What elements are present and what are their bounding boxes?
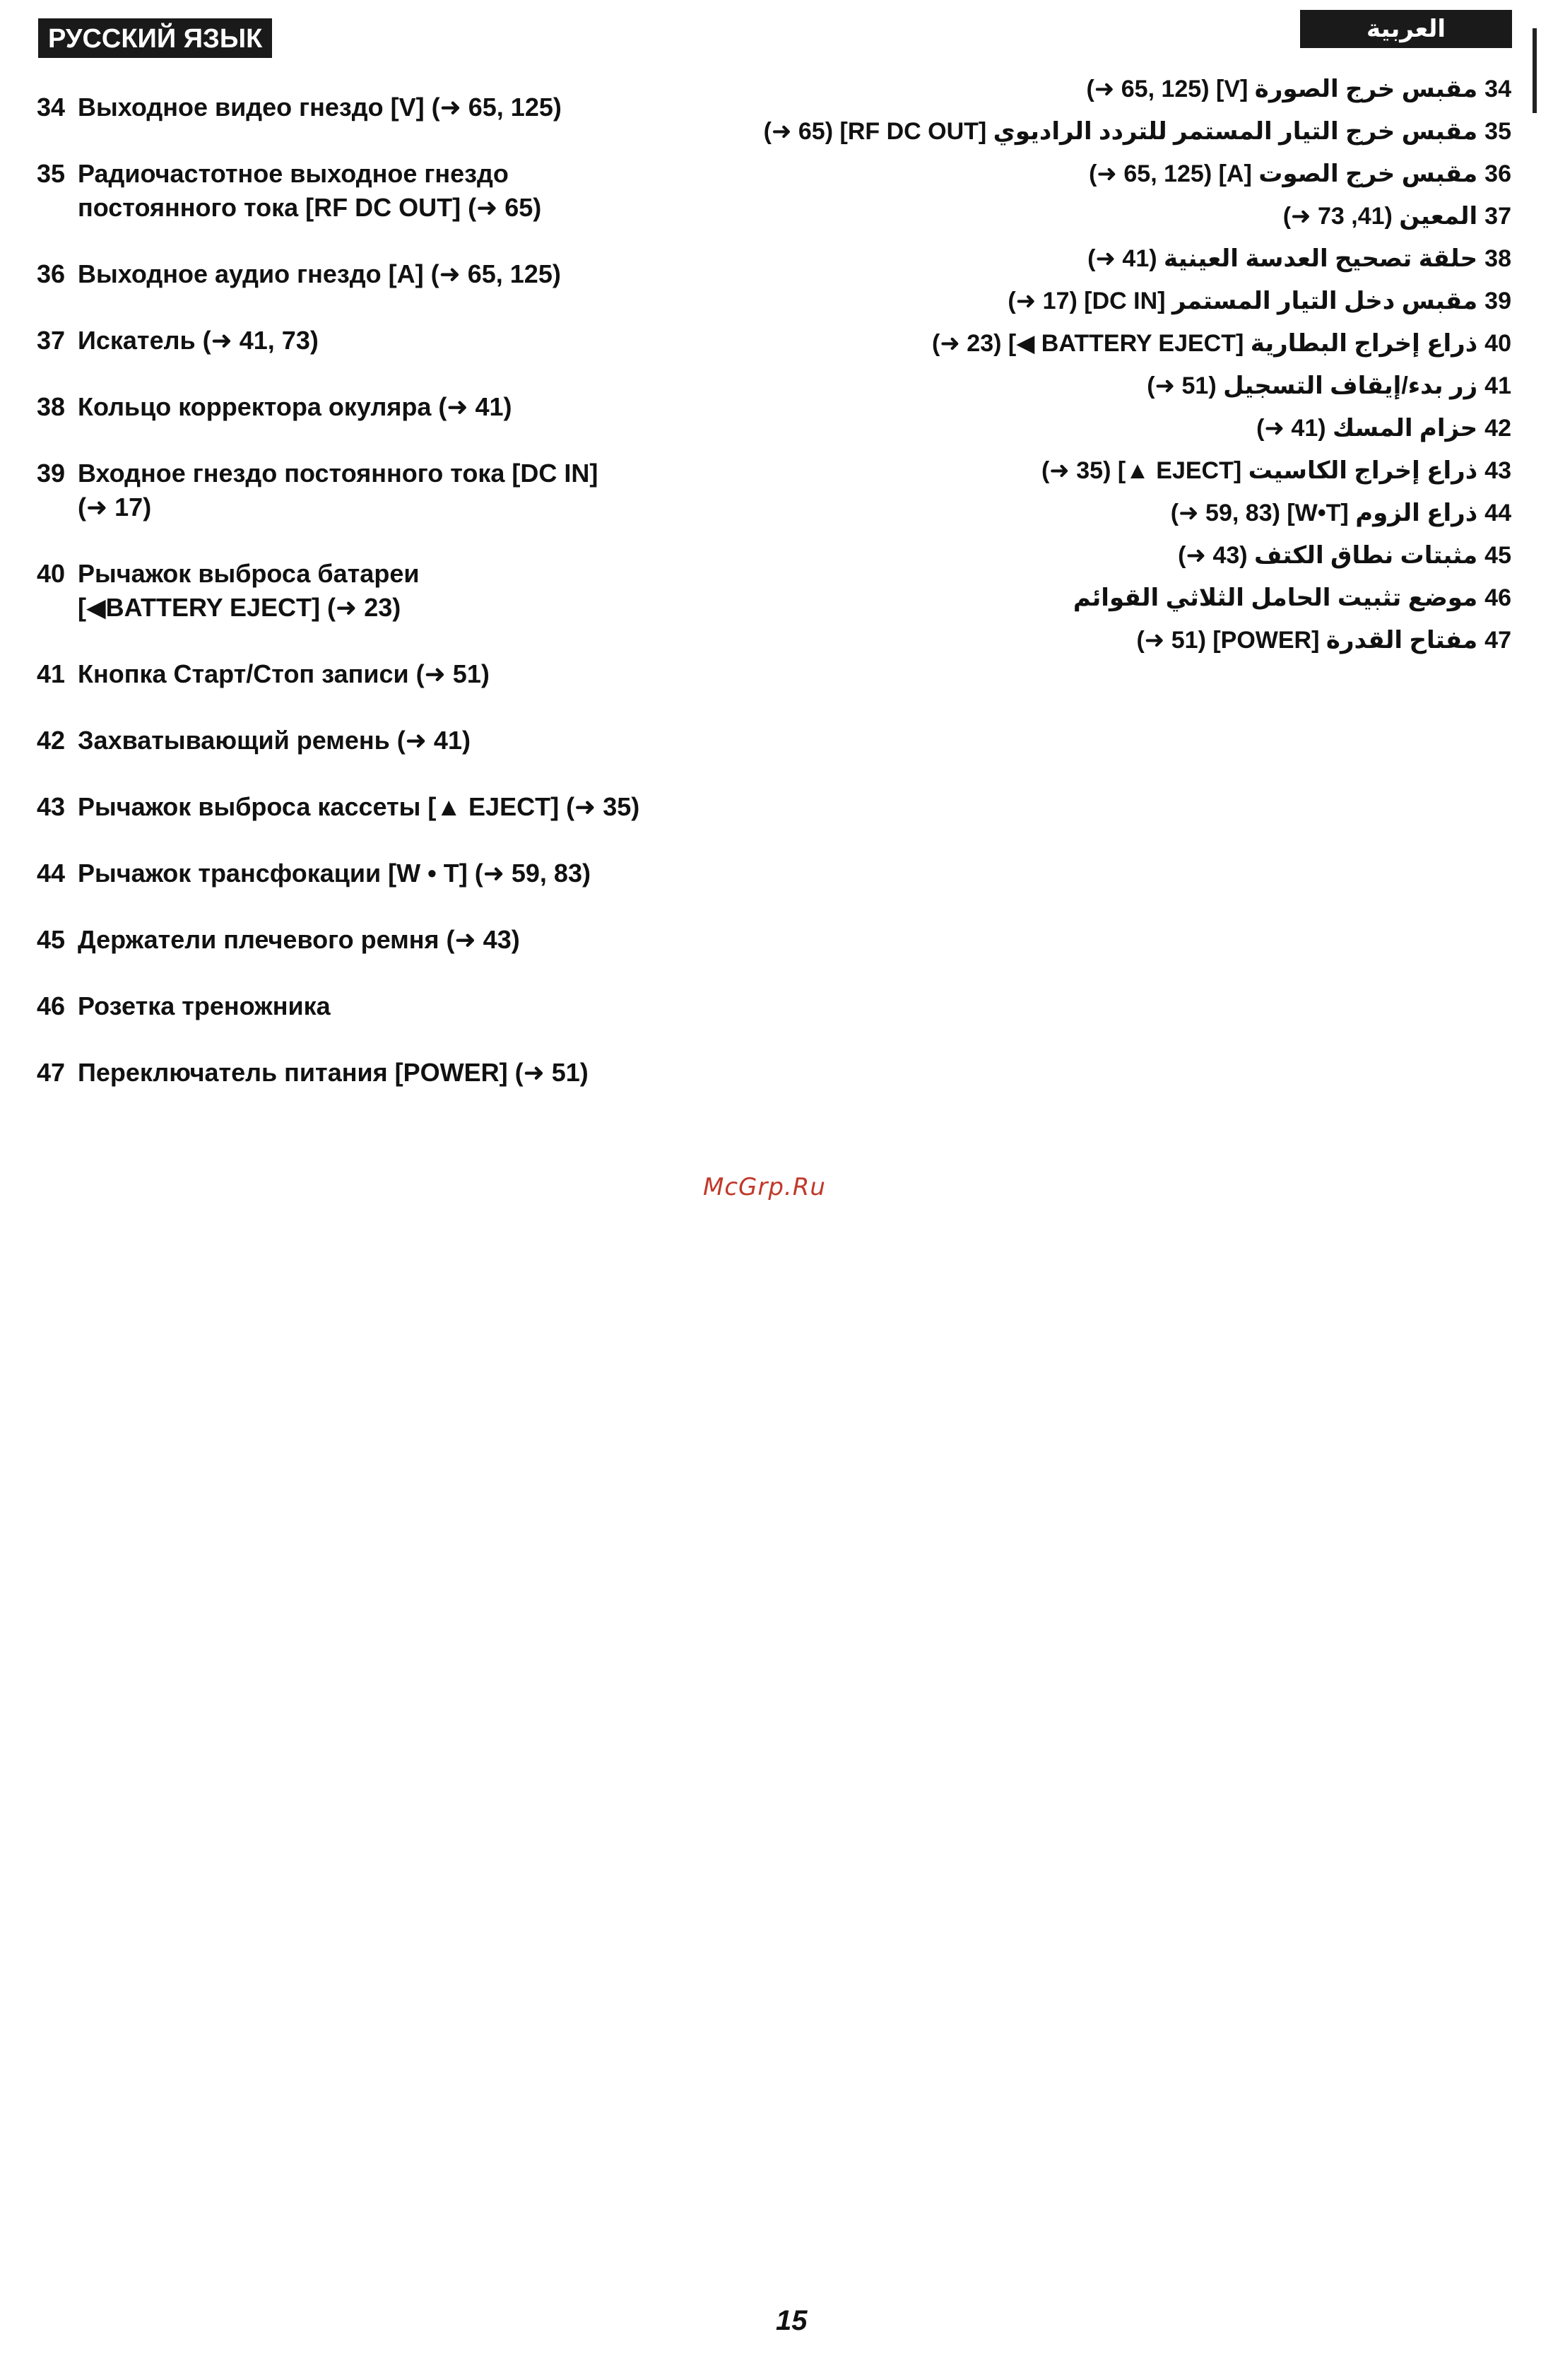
item-number: 47 — [37, 1058, 66, 1087]
item-number: 43 — [37, 792, 66, 821]
item-text: Переключатель питания [POWER] (➜ 51) — [78, 1058, 589, 1087]
list-item — [805, 237, 1511, 280]
item-number: 40 — [1484, 330, 1511, 357]
section-badge-arabic: العربية — [1300, 10, 1512, 48]
item-number: 38 — [1484, 245, 1511, 272]
item-text: Входное гнездо постоянного тока [DC IN] (➜ 17) — [78, 459, 598, 522]
item-text: ذراع إخراج البطارية [BATTERY EJECT ◀] (23 ➜) — [932, 330, 1478, 357]
item-number: 39 — [37, 459, 66, 488]
item-text: Выходное аудио гнездо [A] (➜ 65, 125) — [78, 259, 561, 288]
item-text: Радиочастотное выходное гнездо постоянного тока [RF DC OUT] (➜ 65) — [78, 159, 542, 222]
item-text: Рычажок трансфокации [W • T] (➜ 59, 83) — [78, 859, 591, 888]
item-number: 44 — [37, 859, 66, 888]
item-text: Рычажок выброса батареи [◀BATTERY EJECT] (➜ 23) — [78, 559, 420, 622]
item-text: ذراع الزوم [W•T] (59, 83 ➜) — [1170, 500, 1478, 526]
list-item — [37, 90, 814, 124]
list-item — [37, 657, 814, 691]
item-number: 46 — [37, 991, 66, 1020]
item-number: 42 — [37, 726, 66, 755]
list-item — [37, 456, 814, 524]
item-text: مفتاح القدرة [POWER] (51 ➜) — [1136, 627, 1478, 654]
list-item — [805, 407, 1511, 449]
item-text: مقبس خرج التيار المستمر للتردد الراديوي [RF DC OUT] (65 ➜) — [763, 118, 1478, 145]
item-number: 39 — [1484, 288, 1511, 314]
item-number: 34 — [37, 93, 66, 122]
list-item — [37, 157, 814, 225]
russian-parts-list — [37, 90, 814, 1122]
item-text: حزام المسك (41 ➜) — [1256, 415, 1478, 442]
item-number: 36 — [37, 259, 66, 288]
page-number: 15 — [776, 2305, 808, 2336]
list-item — [805, 577, 1511, 619]
item-text: ذراع إخراج الكاسيت [EJECT ▲] (35 ➜) — [1041, 457, 1478, 484]
list-item — [805, 492, 1511, 534]
item-text: Кнопка Старт/Стоп записи (➜ 51) — [78, 659, 490, 688]
page-edge-mark — [1533, 28, 1537, 113]
list-item — [37, 324, 814, 358]
item-number: 35 — [37, 159, 66, 188]
list-item — [37, 1056, 814, 1090]
item-number: 44 — [1484, 500, 1511, 526]
item-text: Рычажок выброса кассеты [▲ EJECT] (➜ 35) — [78, 792, 640, 821]
item-text: مقبس دخل التيار المستمر [DC IN] (17 ➜) — [1008, 288, 1478, 314]
arabic-parts-list — [763, 68, 1511, 661]
list-item — [37, 790, 814, 824]
item-text: مقبس خرج الصورة [V] (65, 125 ➜) — [1086, 76, 1478, 102]
list-item — [37, 390, 814, 424]
item-text: Искатель (➜ 41, 73) — [78, 326, 319, 355]
item-number: 45 — [37, 925, 66, 954]
list-item — [37, 724, 814, 758]
list-item — [763, 110, 1511, 153]
item-number: 41 — [1484, 372, 1511, 399]
item-text: موضع تثبيت الحامل الثلاثي القوائم — [1073, 584, 1478, 611]
item-number: 40 — [37, 559, 66, 588]
item-text: Держатели плечевого ремня (➜ 43) — [78, 925, 520, 954]
section-badge-russian: РУССКИЙ ЯЗЫК — [38, 18, 272, 58]
item-text: Захватывающий ремень (➜ 41) — [78, 726, 471, 755]
item-number: 46 — [1484, 584, 1511, 611]
list-item — [37, 923, 814, 957]
list-item — [37, 856, 814, 890]
item-text: حلقة تصحيح العدسة العينية (41 ➜) — [1087, 245, 1478, 272]
list-item — [805, 534, 1511, 577]
list-item — [805, 449, 1511, 492]
list-item — [37, 257, 814, 291]
item-number: 35 — [1484, 118, 1511, 145]
list-item — [805, 68, 1511, 110]
item-text: زر بدء/إيقاف التسجيل (51 ➜) — [1147, 372, 1478, 399]
item-number: 42 — [1484, 415, 1511, 442]
item-number: 36 — [1484, 160, 1511, 187]
item-text: Выходное видео гнездо [V] (➜ 65, 125) — [78, 93, 562, 122]
item-number: 38 — [37, 392, 66, 421]
item-text: Розетка треножника — [78, 991, 331, 1020]
item-number: 45 — [1484, 542, 1511, 569]
item-text: Кольцо корректора окуляра (➜ 41) — [78, 392, 512, 421]
list-item — [805, 619, 1511, 661]
list-item — [37, 989, 814, 1023]
list-item — [805, 280, 1511, 322]
list-item — [805, 322, 1511, 365]
item-number: 43 — [1484, 457, 1511, 484]
list-item — [805, 195, 1511, 237]
item-text: مثبتات نطاق الكتف (43 ➜) — [1178, 542, 1478, 569]
item-text: مقبس خرج الصوت [A] (65, 125 ➜) — [1089, 160, 1478, 187]
list-item — [805, 365, 1511, 407]
item-number: 37 — [37, 326, 66, 355]
item-number: 37 — [1484, 203, 1511, 230]
list-item — [805, 153, 1511, 195]
watermark: McGrp.Ru — [703, 1173, 826, 1201]
list-item — [37, 557, 814, 625]
item-text: المعين (41, 73 ➜) — [1282, 203, 1478, 230]
item-number: 41 — [37, 659, 66, 688]
item-number: 47 — [1484, 627, 1511, 654]
item-number: 34 — [1484, 76, 1511, 102]
